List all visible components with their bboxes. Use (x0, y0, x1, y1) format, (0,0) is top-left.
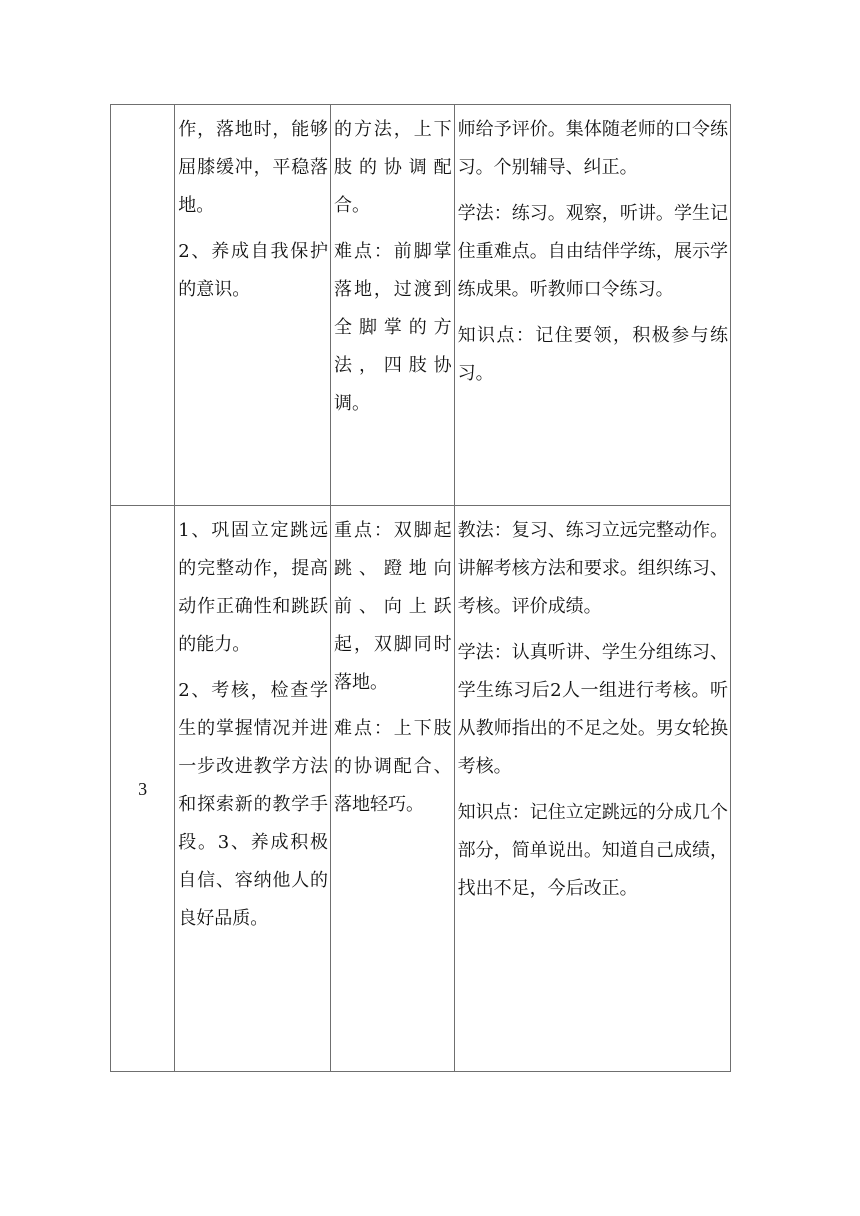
table-row (111, 506, 731, 1072)
knowledge-point-text: 知识点：记住要领，积极参与练习。 (457, 325, 728, 384)
key-point-text: 重点：双脚起跳、蹬地向前、向上跃起，双脚同时落地。 (334, 520, 452, 693)
lesson-plan-table (110, 104, 731, 1072)
goal-text: 2、养成自我保护的意识。 (178, 241, 329, 300)
goal-text: 作，落地时，能够屈膝缓冲，平稳落地。 (178, 119, 329, 216)
goals-cell (175, 105, 331, 506)
goal-text: 2、考核，检查学生的掌握情况并进一步改进教学方法和探索新的教学手段。3、养成积极自信、容纳他人的良好品质。 (178, 680, 329, 929)
lesson-number: 3 (138, 778, 148, 799)
goals-cell (175, 506, 331, 1072)
teaching-method-text: 教法：复习、练习立远完整动作。讲解考核方法和要求。组织练习、考核。评价成绩。 (457, 520, 728, 617)
teaching-method-text: 师给予评价。集体随老师的口令练习。个别辅导、纠正。 (457, 119, 728, 178)
difficulty-text: 难点：上下肢的协调配合、落地轻巧。 (334, 718, 452, 815)
methods-cell (454, 105, 730, 506)
learning-method-text: 学法：练习。观察，听讲。学生记住重难点。自由结伴学练，展示学练成果。听教师口令练习。 (457, 203, 728, 300)
key-point-text: 的方法，上下肢的协调配合。 (334, 119, 452, 216)
lesson-number-cell (111, 506, 175, 1072)
table-row (111, 105, 731, 506)
goal-text: 1、巩固立定跳远的完整动作，提高动作正确性和跳跃的能力。 (178, 520, 329, 655)
methods-cell (454, 506, 730, 1072)
lesson-number-cell (111, 105, 175, 506)
knowledge-point-text: 知识点：记住立定跳远的分成几个部分，简单说出。知道自己成绩，找出不足，今后改正。 (457, 802, 728, 899)
difficulty-text: 难点：前脚掌落地，过渡到全脚掌的方法，四肢协调。 (334, 241, 452, 414)
key-points-cell (331, 105, 455, 506)
key-points-cell (331, 506, 455, 1072)
learning-method-text: 学法：认真听讲、学生分组练习、学生练习后2人一组进行考核。听从教师指出的不足之处。男女轮换考核。 (457, 642, 728, 777)
